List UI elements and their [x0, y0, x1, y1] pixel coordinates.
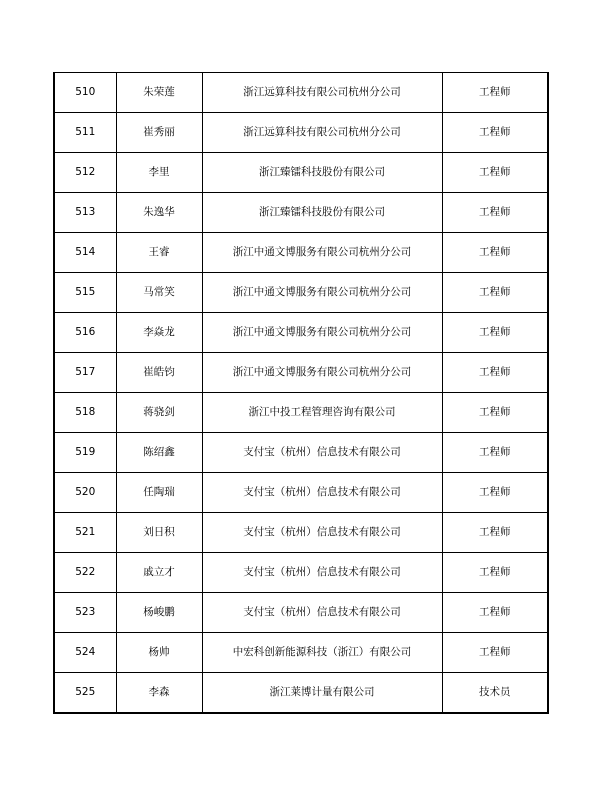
title-cell: 技术员 [442, 673, 548, 714]
table-row [54, 353, 548, 393]
row-number-cell: 511 [54, 113, 116, 153]
company-cell: 浙江中通文博服务有限公司杭州分公司 [202, 233, 442, 273]
company-cell: 支付宝（杭州）信息技术有限公司 [202, 553, 442, 593]
row-number-cell: 513 [54, 193, 116, 233]
table-row [54, 393, 548, 433]
row-number-cell: 514 [54, 233, 116, 273]
person-name-cell: 刘日积 [116, 513, 202, 553]
company-cell: 中宏科创新能源科技（浙江）有限公司 [202, 633, 442, 673]
row-number-cell: 517 [54, 353, 116, 393]
table-row [54, 73, 548, 113]
title-cell: 工程师 [442, 393, 548, 433]
person-name-cell: 陈绍鑫 [116, 433, 202, 473]
row-number-cell: 510 [54, 73, 116, 113]
table-row [54, 593, 548, 633]
table-row [54, 513, 548, 553]
title-cell: 工程师 [442, 233, 548, 273]
row-number-cell: 516 [54, 313, 116, 353]
person-name-cell: 朱荣莲 [116, 73, 202, 113]
table-row [54, 633, 548, 673]
person-name-cell: 李焱龙 [116, 313, 202, 353]
person-name-cell: 崔皓钧 [116, 353, 202, 393]
table-row [54, 673, 548, 714]
company-cell: 支付宝（杭州）信息技术有限公司 [202, 593, 442, 633]
company-cell: 浙江中通文博服务有限公司杭州分公司 [202, 313, 442, 353]
title-cell: 工程师 [442, 273, 548, 313]
company-cell: 浙江臻镭科技股份有限公司 [202, 193, 442, 233]
company-cell: 浙江中通文博服务有限公司杭州分公司 [202, 353, 442, 393]
title-cell: 工程师 [442, 553, 548, 593]
company-cell: 浙江中通文博服务有限公司杭州分公司 [202, 273, 442, 313]
person-name-cell: 王睿 [116, 233, 202, 273]
title-cell: 工程师 [442, 593, 548, 633]
person-name-cell: 李里 [116, 153, 202, 193]
row-number-cell: 512 [54, 153, 116, 193]
roster-table-body [54, 73, 548, 714]
company-cell: 浙江臻镭科技股份有限公司 [202, 153, 442, 193]
title-cell: 工程师 [442, 353, 548, 393]
title-cell: 工程师 [442, 153, 548, 193]
roster-table [53, 72, 549, 714]
title-cell: 工程师 [442, 113, 548, 153]
row-number-cell: 520 [54, 473, 116, 513]
company-cell: 支付宝（杭州）信息技术有限公司 [202, 433, 442, 473]
table-row [54, 113, 548, 153]
person-name-cell: 崔秀丽 [116, 113, 202, 153]
title-cell: 工程师 [442, 313, 548, 353]
title-cell: 工程师 [442, 633, 548, 673]
person-name-cell: 朱逸华 [116, 193, 202, 233]
company-cell: 浙江中投工程管理咨询有限公司 [202, 393, 442, 433]
person-name-cell: 马常笑 [116, 273, 202, 313]
person-name-cell: 杨帅 [116, 633, 202, 673]
table-row [54, 473, 548, 513]
title-cell: 工程师 [442, 513, 548, 553]
table-row [54, 313, 548, 353]
title-cell: 工程师 [442, 73, 548, 113]
table-row [54, 553, 548, 593]
row-number-cell: 523 [54, 593, 116, 633]
company-cell: 支付宝（杭州）信息技术有限公司 [202, 473, 442, 513]
company-cell: 支付宝（杭州）信息技术有限公司 [202, 513, 442, 553]
title-cell: 工程师 [442, 473, 548, 513]
company-cell: 浙江远算科技有限公司杭州分公司 [202, 113, 442, 153]
title-cell: 工程师 [442, 433, 548, 473]
person-name-cell: 杨峻鹏 [116, 593, 202, 633]
row-number-cell: 524 [54, 633, 116, 673]
row-number-cell: 519 [54, 433, 116, 473]
title-cell: 工程师 [442, 193, 548, 233]
row-number-cell: 515 [54, 273, 116, 313]
row-number-cell: 522 [54, 553, 116, 593]
table-row [54, 233, 548, 273]
row-number-cell: 521 [54, 513, 116, 553]
company-cell: 浙江远算科技有限公司杭州分公司 [202, 73, 442, 113]
row-number-cell: 525 [54, 673, 116, 714]
person-name-cell: 李森 [116, 673, 202, 714]
person-name-cell: 任陶瑞 [116, 473, 202, 513]
person-name-cell: 蒋骁剑 [116, 393, 202, 433]
row-number-cell: 518 [54, 393, 116, 433]
table-row [54, 433, 548, 473]
table-row [54, 273, 548, 313]
table-row [54, 193, 548, 233]
person-name-cell: 戚立才 [116, 553, 202, 593]
table-row [54, 153, 548, 193]
company-cell: 浙江莱博计量有限公司 [202, 673, 442, 714]
